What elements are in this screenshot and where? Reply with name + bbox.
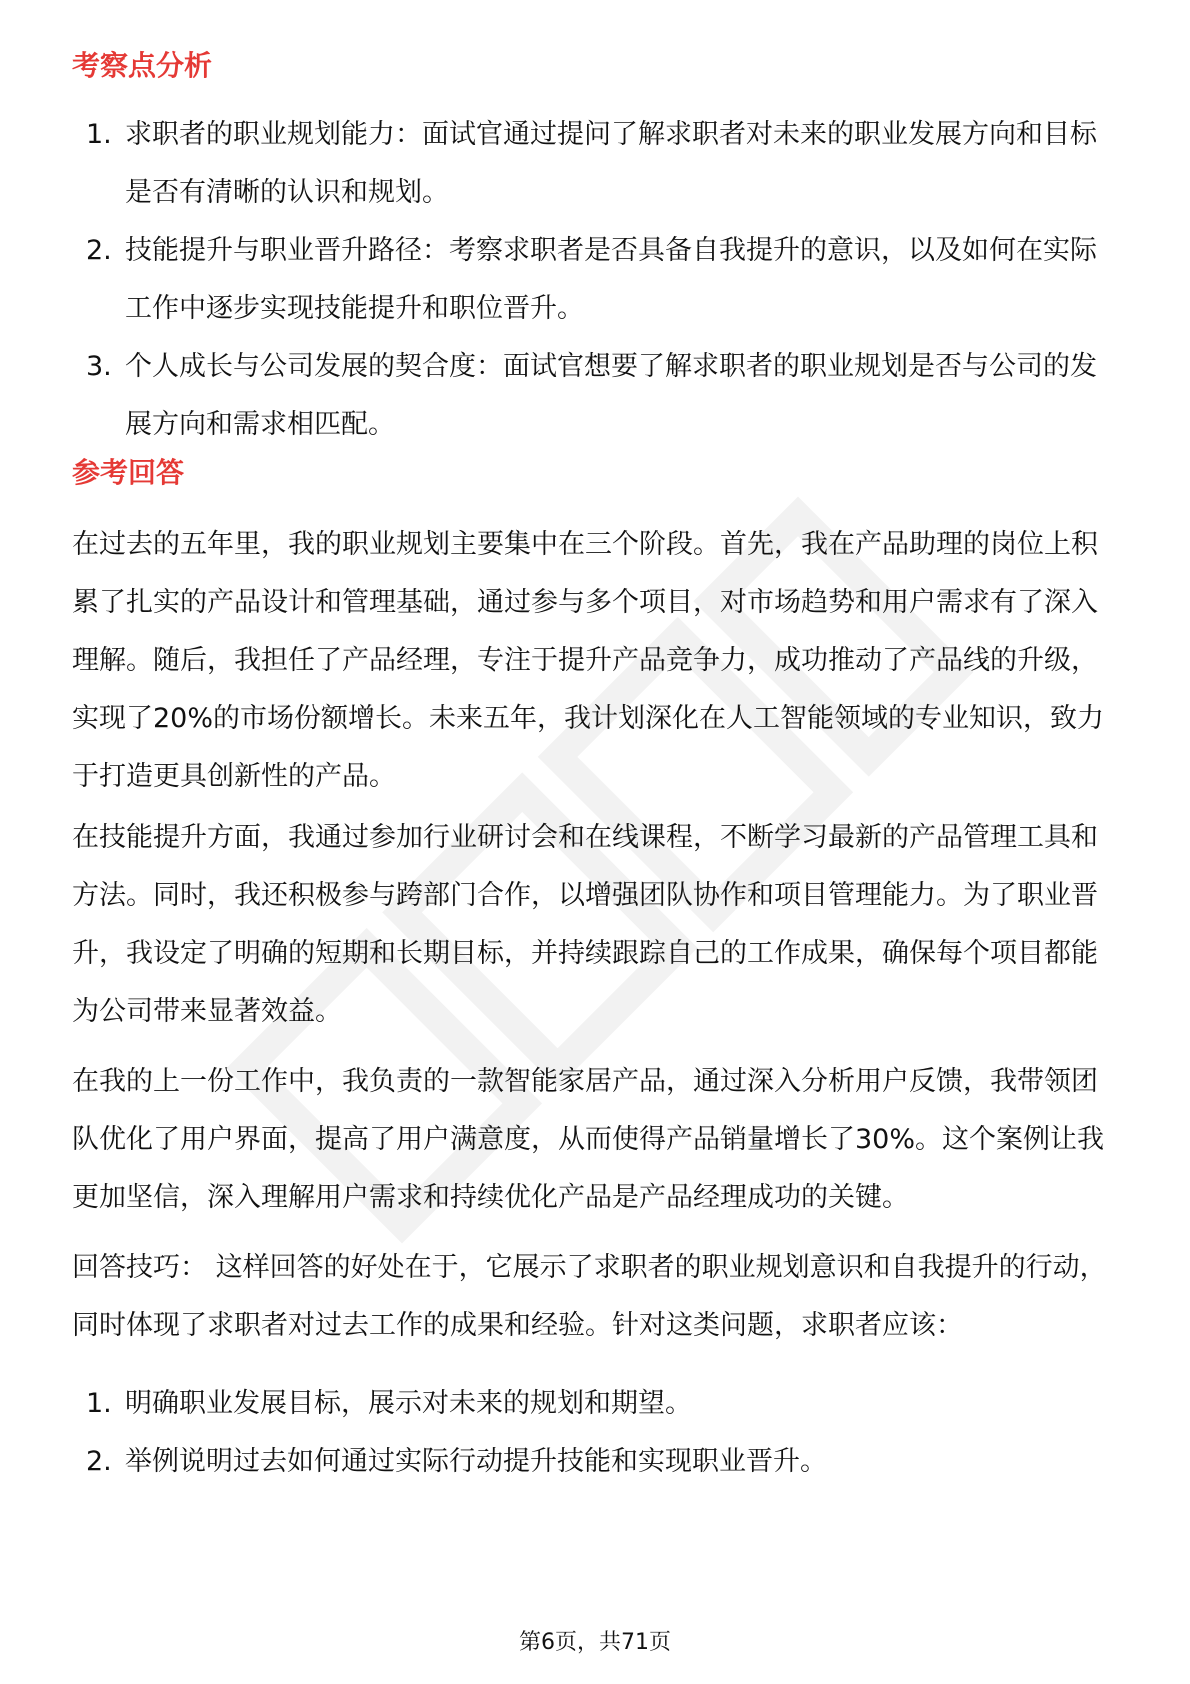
list-number: 1. [86, 119, 112, 150]
list-item [72, 1433, 1122, 1491]
list-text: 举例说明过去如何通过实际行动提升技能和实现职业晋升。 [125, 1446, 827, 1477]
analysis-list [72, 106, 1122, 454]
list-number: 2. [86, 235, 112, 266]
list-text: 个人成长与公司发展的契合度：面试官想要了解求职者的职业规划是否与公司的发展方向和需求相匹配。 [125, 351, 1097, 440]
list-text: 技能提升与职业晋升路径：考察求职者是否具备自我提升的意识，以及如何在实际工作中逐步实现技能提升和职位晋升。 [125, 235, 1097, 324]
list-text: 明确职业发展目标，展示对未来的规划和期望。 [125, 1388, 692, 1419]
answer-paragraph: 在技能提升方面，我通过参加行业研讨会和在线课程，不断学习最新的产品管理工具和方法。同时，我还积极参与跨部门合作，以增强团队协作和项目管理能力。为了职业晋升，我设定了明确的短期和长期目标，并持续跟踪自己的工作成果，确保每个项目都能为公司带来显著效益。 [72, 822, 1098, 1027]
list-item [72, 1375, 1122, 1433]
answer-tips-paragraph: 回答技巧： 这样回答的好处在于，它展示了求职者的职业规划意识和自我提升的行动，同时体现了求职者对过去工作的成果和经验。针对这类问题，求职者应该： [72, 1252, 1107, 1341]
tips-list [72, 1375, 1122, 1491]
list-item [72, 338, 1122, 454]
section-title-analysis: 考察点分析 [72, 49, 213, 82]
page-footer: 第6页，共71页 [519, 1630, 671, 1655]
list-text: 求职者的职业规划能力：面试官通过提问了解求职者对未来的职业发展方向和目标是否有清晰的认识和规划。 [125, 119, 1097, 208]
list-number: 3. [86, 351, 112, 382]
list-item [72, 222, 1122, 338]
answer-paragraph: 在过去的五年里，我的职业规划主要集中在三个阶段。首先，我在产品助理的岗位上积累了扎实的产品设计和管理基础，通过参与多个项目，对市场趋势和用户需求有了深入理解。随后，我担任了产品经理，专注于提升产品竞争力，成功推动了产品线的升级，实现了20%的市场份额增长。未来五年，我计划深化在人工智能领域的专业知识，致力于打造更具创新性的产品。 [72, 529, 1105, 792]
list-item [72, 106, 1122, 222]
answer-paragraph: 在我的上一份工作中，我负责的一款智能家居产品，通过深入分析用户反馈，我带领团队优化了用户界面，提高了用户满意度，从而使得产品销量增长了30%。这个案例让我更加坚信，深入理解用户需求和持续优化产品是产品经理成功的关键。 [72, 1066, 1105, 1213]
list-number: 2. [86, 1446, 112, 1477]
section-title-answer: 参考回答 [72, 456, 185, 489]
list-number: 1. [86, 1388, 112, 1419]
